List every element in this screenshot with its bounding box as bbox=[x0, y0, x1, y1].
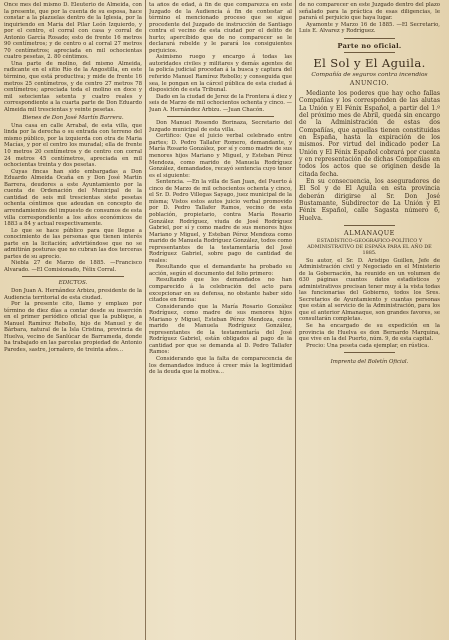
column-divider bbox=[145, 0, 146, 640]
column-left bbox=[4, 2, 142, 636]
paragraph: Considerando que la María Rosario González Rodríguez, como madre de sus menores hijos Mariano y Miguel, Esteban Pérez Mendoza, como marido de Manuela Rodríguez González, representantes de la testamentaría del José Rodríguez Gabriel, están obligados al pago de la cantidad por que se demanda al D. Pedro Tallafer Ramos: bbox=[149, 303, 292, 356]
paragraph: Cuyas fincas han sido embargadas a Don Eduardo Almeida Ocaña en y Don José Martín Barrera, deudores a este Ayuntamiento por la cuenta de Ordenación del Municipal de la cantidad de seis mil trescientas siete pesetas ochenta céntimos que adeudan en concepto de arrendamientos del impuesto de consumos de esta villa correspondiente a los años económicos de 1883 a 84 y actual respectivamente. bbox=[4, 168, 142, 228]
almanac-title: ALMANAQUE bbox=[344, 229, 395, 238]
paragraph: Dado en la ciudad de Jerez de la Frontera á diez y seis de Marzo de mil ochocientos ochenta y cinco. —Juan A. Hernández Arbizu. —Juan Chacón. bbox=[149, 93, 292, 113]
section-heading: Bienes de Don José Martín Barrera. bbox=[22, 115, 124, 122]
advert-body: En su consecuencia, los aseguradores de El Sol y de El Aguila en esta provincia deberán dirigirse al Sr. Don José Bustamante, Subdirector de La Unión y El Fénix Español, calle Sagasta número 6, Huelva. bbox=[299, 177, 440, 222]
advert-label: ANUNCIO. bbox=[349, 80, 390, 88]
paragraph: Resultando que los demandados no han comparecido á la celebración del acto para excepcionar en su defensa, no obstante haber sido citados en forma: bbox=[149, 277, 292, 304]
paragraph: Once mes del mismo D. Eleuterio de Almeida, con la presente, que por la cuenta de su esposa, hace constar a la plazuelas dentro de la Iglesia, por la inquiriendo en Maria del Pilar León Izquierdo, y por el centro, el corral con casa y corral de Antonio García Rosado; esto de frente 16 metros 90 centímetros; y de centro o al corral 27 metros 70 centímetros; apreciada en mil ochocientas cuatro pesetas, 2. 80 céntimos. bbox=[4, 2, 142, 61]
advert-body: Mediante los poderes que hay ocho fallas Compañías y los corresponden de las alutas La Unión y El Fénix Español, a partir del 1.º del próximo mes de Abril, queda sin encargo de la Administración de estas dos Compañías, que aquellas tienen constituidas en España, hasta la expiración de los mismos. Por virtud del indicado poder La Unión y El Fénix Español cobrará por cuenta y en representación de dichas Compañías en todos los actos que se originen desde la citada fecha. bbox=[299, 89, 440, 178]
separator-rule bbox=[344, 225, 395, 226]
column-right bbox=[299, 2, 440, 636]
paragraph: Considerando que la falta de comparecencia de los demandados induce á creer más la legitimidad de la deuda que la motiva... bbox=[149, 355, 292, 376]
signature: Ayamonte y Marzo 16 de 1885. —El Secretario, Luis E. Alvarez y Rodríguez. bbox=[299, 21, 440, 35]
section-heading: Parte no oficial. bbox=[337, 41, 402, 50]
paragraph: Certifico: Que el juicio verbal celebrado entre partes; D. Pedro Tallafer Romero, demandante, y María Rosario González, por sí y como madre de sus menores hijos Mariano y Miguel, y Esteban Pérez Mendoza, como marido de Manuela Rodríguez González, demandados, recayó sentencia cuyo tenor es el siguiente: bbox=[149, 133, 292, 179]
paragraph: Don Manuel Rosendo Borinaza, Secretario del Juzgado municipal de esta villa. bbox=[149, 120, 292, 133]
separator-rule bbox=[344, 38, 395, 39]
signature: Niebla 27 de Marzo de 1885. —Francisco Alvarado. —El Comisionado, Félix Corral. bbox=[4, 260, 142, 273]
paragraph: Por la presente cito, llamo y emplazo por término de diez días a contar desde su inserción en el primer periódico oficial que la publique, a Manuel Ramírez Rebollo, hijo de Manuel y de Bárbara, natural de la Isla Cristina, provincia de Huelva, vecino de Sanlúcar de Barrameda, donde ha trabajado en las parcelas propiedad de Antonio Paredes, sastre, jornalero, de treinta años... bbox=[4, 301, 142, 353]
paragraph: Resultando que el demandante ha probado su acción, según el documento del folio primero: bbox=[149, 264, 292, 277]
advert-title: El Sol y El Aguila. bbox=[313, 56, 426, 71]
paragraph: Asimismo ruego y encargo á todas las autoridades civiles y militares y demás agentes de la policía judicial procedan á la busca y captura del referido Manuel Ramírez Rebollo; y conseguida que sea, le pongan en la cárcel pública de esta ciudad á disposición de esta Tribunal. bbox=[149, 54, 292, 94]
paragraph: Sentencia. —En la villa de San Juan, del Puerto á cinco de Marzo de mil ochocientos ochenta y cinco, el Sr. D. Pedro Villegas Sayago, juez municipal de la misma; Vistos estos autos juicio verbal promovido por D. Pedro Tallafer Ramos, vecino de esta población, propietario, contra María Rosario González Rodríguez, viuda de José Rodríguez Gabriel, por sí y como madre de sus menores hijos Mariano y Miguel, y Esteban Pérez Mendoza como marido de Manuela Rodríguez González, todos como representantes de la testamentaría del José Rodríguez Gabriel, sobre pago de cantidad de reales: bbox=[149, 179, 292, 264]
paragraph: Lo que se hace público para que llegue a conocimiento de las personas que tienen interés parte en la licitación; advirtiéndose que no se admitirán posturas que no cubran las dos terceras partes de su aprecio. bbox=[4, 227, 142, 260]
advert-subtitle: Compañía de seguros contra incendios bbox=[311, 72, 428, 79]
section-heading: EDICTOS. bbox=[58, 280, 88, 287]
paragraph: Se ha encargado de su expedición en la provincia de Huelva es don Bernardo Marquina, que vive en la del Puerto, núm. 9, de esta capital. bbox=[299, 323, 440, 343]
paragraph: Una casa en calle Arrabal, de esta villa, que linda por la derecha o su entrada con terreno del mismo público, por la izquierda con otra de Maria Macías, y por el centro los muradal; ella de frente 10 metros 20 centímetros y de centro con corral 24 metros 45 centímetros, apreciada en mil ochocientas treinta y dos pesetas. bbox=[4, 122, 142, 169]
printer-imprint: Imprenta del Boletín Oficial. bbox=[330, 359, 409, 366]
separator-rule bbox=[22, 276, 124, 277]
paragraph: Precio: Una peseta cada ejemplar, en rústica. bbox=[306, 342, 430, 349]
column-divider bbox=[295, 0, 296, 640]
paragraph: ta años de edad, á fin de que comparezca en este Juzgado de la Audiencia á fin de contestar al término el mencionado proceso que se sigue procedente del Juzgado de instrucción de Santiago contra el vecino de esta ciudad por el delito de hurto; apercibido que de no comparecer se le declarará rebelde y le parará los consiguientes perjuicios. bbox=[149, 2, 292, 54]
separator-rule bbox=[167, 116, 274, 117]
column-middle bbox=[149, 2, 292, 636]
almanac-subtitle: ESTADÍSTICO-GEOGRÁFICO-POLÍTICO Y ADMINISTRATIVO DE ESPAÑA PARA EL AÑO DE 1885. bbox=[307, 237, 432, 256]
paragraph: Su autor, el Sr. D. Aristipo Guillen, Jefe de Administración civil y Negociado en el Ministerio de la Gobernación, ha reunido en un volumen de 630 páginas cuantos datos estadísticos y administrativos precisan tener muy á la vista todas las funcionarias del Gobierno, todos los Sres. Secretarios de Ayuntamiento y cuantas personas que están al servicio de la Administración, para los que el anterior Almanaque, son grandes favores, se consultarán completas. bbox=[299, 257, 440, 323]
paragraph: Don Juan A. Hernández Arbizu, presidente de la Audiencia territorial de esta ciudad. bbox=[4, 287, 142, 301]
paragraph: de no comparecer en este Juzgado dentro del plazo señalado para la práctica de esas diligencias, le parará el perjuicio que haya lugar. bbox=[299, 2, 440, 22]
paragraph: Una parte de molino, del mismo Almeida, radicante en el sitio Río de la Angostilla, en este término, que está productiva; y mide de frente 16 metros 25 centímetros, y de centro 27 metros 78 centímetros; apreciada toda el molino en doce y mil setecientas setenta y cuatro reales y correspondiente a la cuarta parte de Don Eduardo Almeida mil trescientas y veinte pesetas. bbox=[4, 60, 142, 113]
separator-rule bbox=[344, 52, 395, 53]
separator-rule bbox=[344, 352, 395, 353]
